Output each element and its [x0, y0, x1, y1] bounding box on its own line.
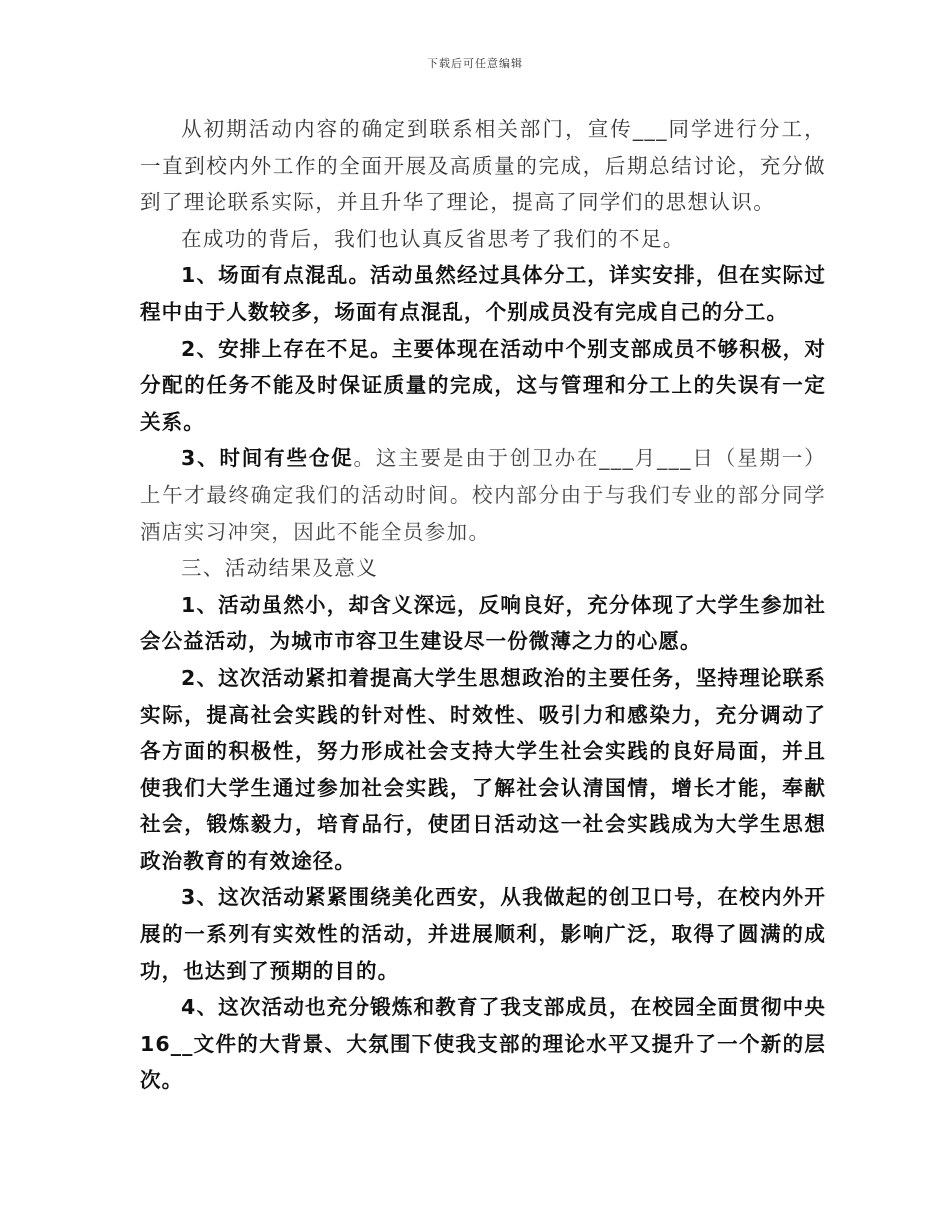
paragraph-result-3: 3、这次活动紧紧围绕美化西安，从我做起的创卫口号，在校内外开展的一系列有实效性的活动，并进展顺利，影响广泛，取得了圆满的成功，也达到了预期的目的。 — [140, 885, 826, 983]
paragraph-result-1: 1、活动虽然小，却含义深远，反响良好，充分体现了大学生参加社会公益活动，为城市市容卫生建设尽一份微薄之力的心愿。 — [140, 592, 826, 654]
paragraph-reflection-intro: 在成功的背后，我们也认真反省思考了我们的不足。 — [181, 226, 685, 251]
paragraph-shortcoming-2: 2、安排上存在不足。主要体现在活动中个别支部成员不够积极，对分配的任务不能及时保证质量的完成，这与管理和分工上的失误有一定关系。 — [140, 336, 826, 434]
section-heading-results: 三、活动结果及意义 — [181, 556, 379, 581]
paragraph-result-4: 4、这次活动也充分锻炼和教育了我支部成员，在校园全面贯彻中央16__文件的大背景、大氛围下使我支部的理论水平又提升了一个新的层次。 — [140, 995, 826, 1093]
paragraph-shortcoming-3 — [140, 440, 826, 550]
shortcoming-3-detail: 。这主要是由于创卫办在___月___日（星期一）上午才最终确定我们的活动时间。校内部分由于与我们专业的部分同学酒店实习冲突，因此不能全员参加。 — [140, 446, 826, 544]
header-note: 下载后可任意编辑 — [427, 57, 523, 70]
document-body — [140, 111, 826, 1099]
paragraph-result-2: 2、这次活动紧扣着提高大学生思想政治的主要任务，坚持理论联系实际，提高社会实践的针对性、时效性、吸引力和感染力，充分调动了各方面的积极性，努力形成社会支持大学生社会实践的良好局面，并且使我们大学生通过参加社会实践，了解社会认清国情，增长才能，奉献社会，锻炼毅力，培育品行，使团日活动这一社会实践成为大学生思想政治教育的有效途径。 — [140, 665, 826, 873]
paragraph-shortcoming-1: 1、场面有点混乱。活动虽然经过具体分工，详实安排，但在实际过程中由于人数较多，场面有点混乱，个别成员没有完成自己的分工。 — [140, 263, 826, 324]
paragraph-process-summary: 从初期活动内容的确定到联系相关部门，宣传___同学进行分工，一直到校内外工作的全面开展及高质量的完成，后期总结讨论，充分做到了理论联系实际，并且升华了理论，提高了同学们的思想认识。 — [140, 117, 826, 215]
shortcoming-3-heading: 3、时间有些仓促 — [181, 446, 354, 471]
